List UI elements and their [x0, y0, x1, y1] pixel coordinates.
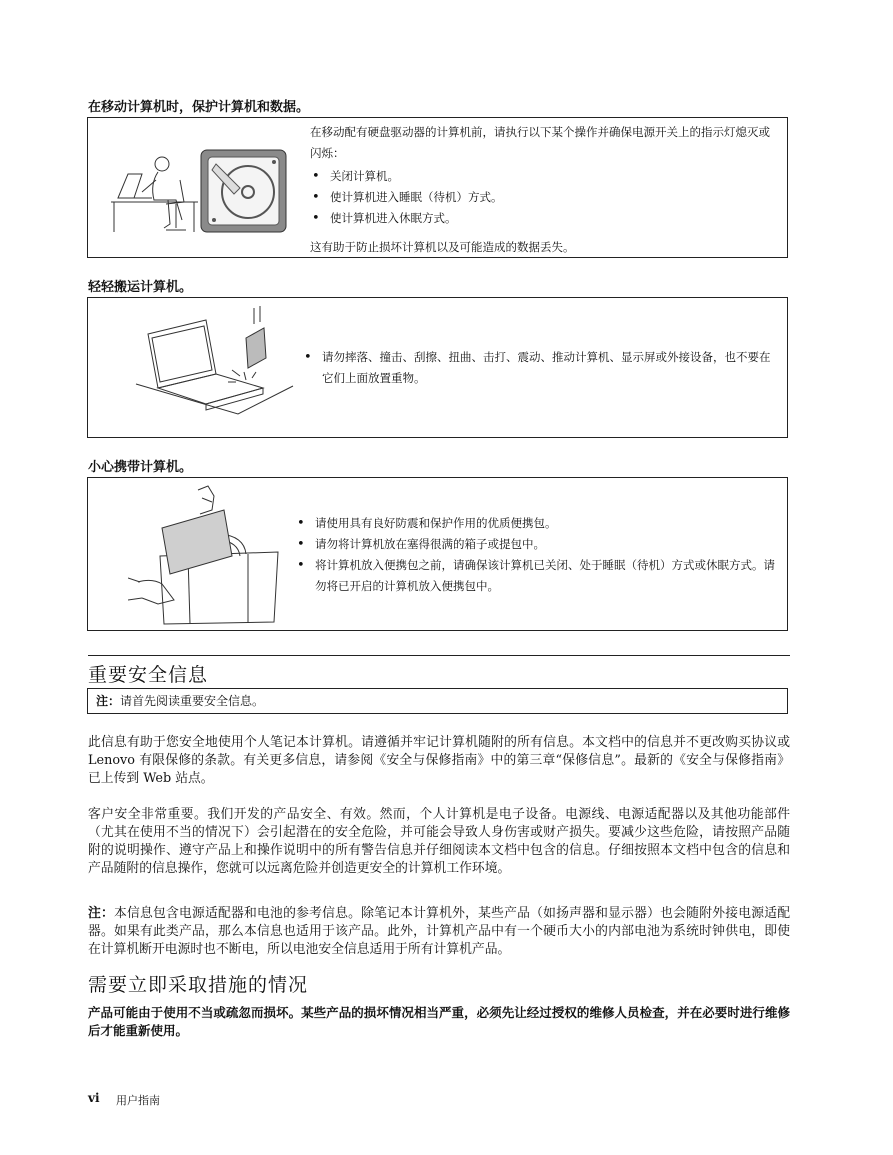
list-item: • 关闭计算机。 — [310, 166, 780, 187]
section-heading-move: 在移动计算机时，保护计算机和数据。 — [88, 100, 310, 115]
note-text: 请首先阅读重要安全信息。 — [120, 694, 265, 708]
safety-paragraph-3 — [88, 905, 790, 959]
bullet-list — [302, 347, 780, 389]
document-title: 用户指南 — [116, 1094, 160, 1107]
section-title-safety: 重要安全信息 — [88, 664, 209, 686]
note-body: 本信息包含电源适配器和电池的参考信息。除笔记本计算机外，某些产品（如扬声器和显示器）也会随附外接电源适配器。如果有此类产品，那么本信息也适用于该产品。此外，计算机产品中有一个硬币大小的内部电池为系统时钟供电，即使在计算机断开电源时也不断电，所以电池安全信息适用于所有计算机产品。 — [88, 906, 791, 957]
page-number: vi — [88, 1091, 100, 1105]
note-label: 注： — [96, 694, 121, 708]
list-item: • 使计算机进入休眠方式。 — [310, 208, 780, 229]
urgent-paragraph: 产品可能由于使用不当或疏忽而损坏。某些产品的损坏情况相当严重，必须先让经过授权的维修人员检查，并在必要时进行维修后才能重新使用。 — [88, 1005, 790, 1038]
info-box-handle — [87, 297, 788, 438]
info-box-move — [87, 117, 788, 258]
safety-paragraph-1: 此信息有助于您安全地使用个人笔记本计算机。请遵循并牢记计算机随附的所有信息。本文档中的信息并不更改购买协议或 Lenovo 有限保修的条款。有关更多信息，请参阅《安全与保修指南》中的第三章“保修信息”。最新的《安全与保修指南》已上传到 Web 站点。 — [88, 735, 790, 786]
section-title-urgent: 需要立即采取措施的情况 — [88, 974, 309, 996]
section-heading-handle: 轻轻搬运计算机。 — [88, 280, 193, 295]
list-item: • 将计算机放入便携包之前，请确保该计算机已关闭、处于睡眠（待机）方式或休眠方式。请勿将已开启的计算机放入便携包中。 — [295, 555, 781, 597]
box-intro-text: 在移动配有硬盘驱动器的计算机前，请执行以下某个操作并确保电源开关上的指示灯熄灭或闪烁： — [310, 125, 770, 160]
box-footer-text: 这有助于防止损坏计算机以及可能造成的数据丢失。 — [310, 240, 575, 254]
list-item: • 请勿摔落、撞击、刮擦、扭曲、击打、震动、推动计算机、显示屏或外接设备，也不要在它们上面放置重物。 — [302, 347, 780, 389]
safety-paragraph-2: 客户安全非常重要。我们开发的产品安全、有效。然而，个人计算机是电子设备。电源线、电源适配器以及其他功能部件（尤其在使用不当的情况下）会引起潜在的安全危险，并可能会导致人身伤害或财产损失。要减少这些危险，请按照产品随附的说明操作、遵守产品上和操作说明中的所有警告信息并仔细阅读本文档中包含的信息。仔细按照本文档中包含的信息和产品随附的信息操作，您就可以远离危险并创造更安全的计算机工作环境。 — [88, 807, 790, 876]
dropping-laptop-illustration — [128, 306, 298, 421]
note-label: 注： — [88, 906, 115, 921]
list-item: • 请勿将计算机放在塞得很满的箱子或提包中。 — [295, 534, 781, 555]
list-item: • 使计算机进入睡眠（待机）方式。 — [310, 187, 780, 208]
hard-disk-icon — [201, 150, 286, 232]
bullet-list — [295, 513, 781, 597]
info-box-carry — [87, 477, 788, 631]
list-item: • 请使用具有良好防震和保护作用的优质便携包。 — [295, 513, 781, 534]
note-box — [87, 688, 788, 714]
bullet-list — [310, 166, 780, 229]
section-divider — [88, 655, 790, 656]
person-at-laptop-illustration — [106, 140, 306, 240]
laptop-into-bag-illustration — [128, 482, 298, 628]
section-heading-carry: 小心携带计算机。 — [88, 460, 193, 475]
